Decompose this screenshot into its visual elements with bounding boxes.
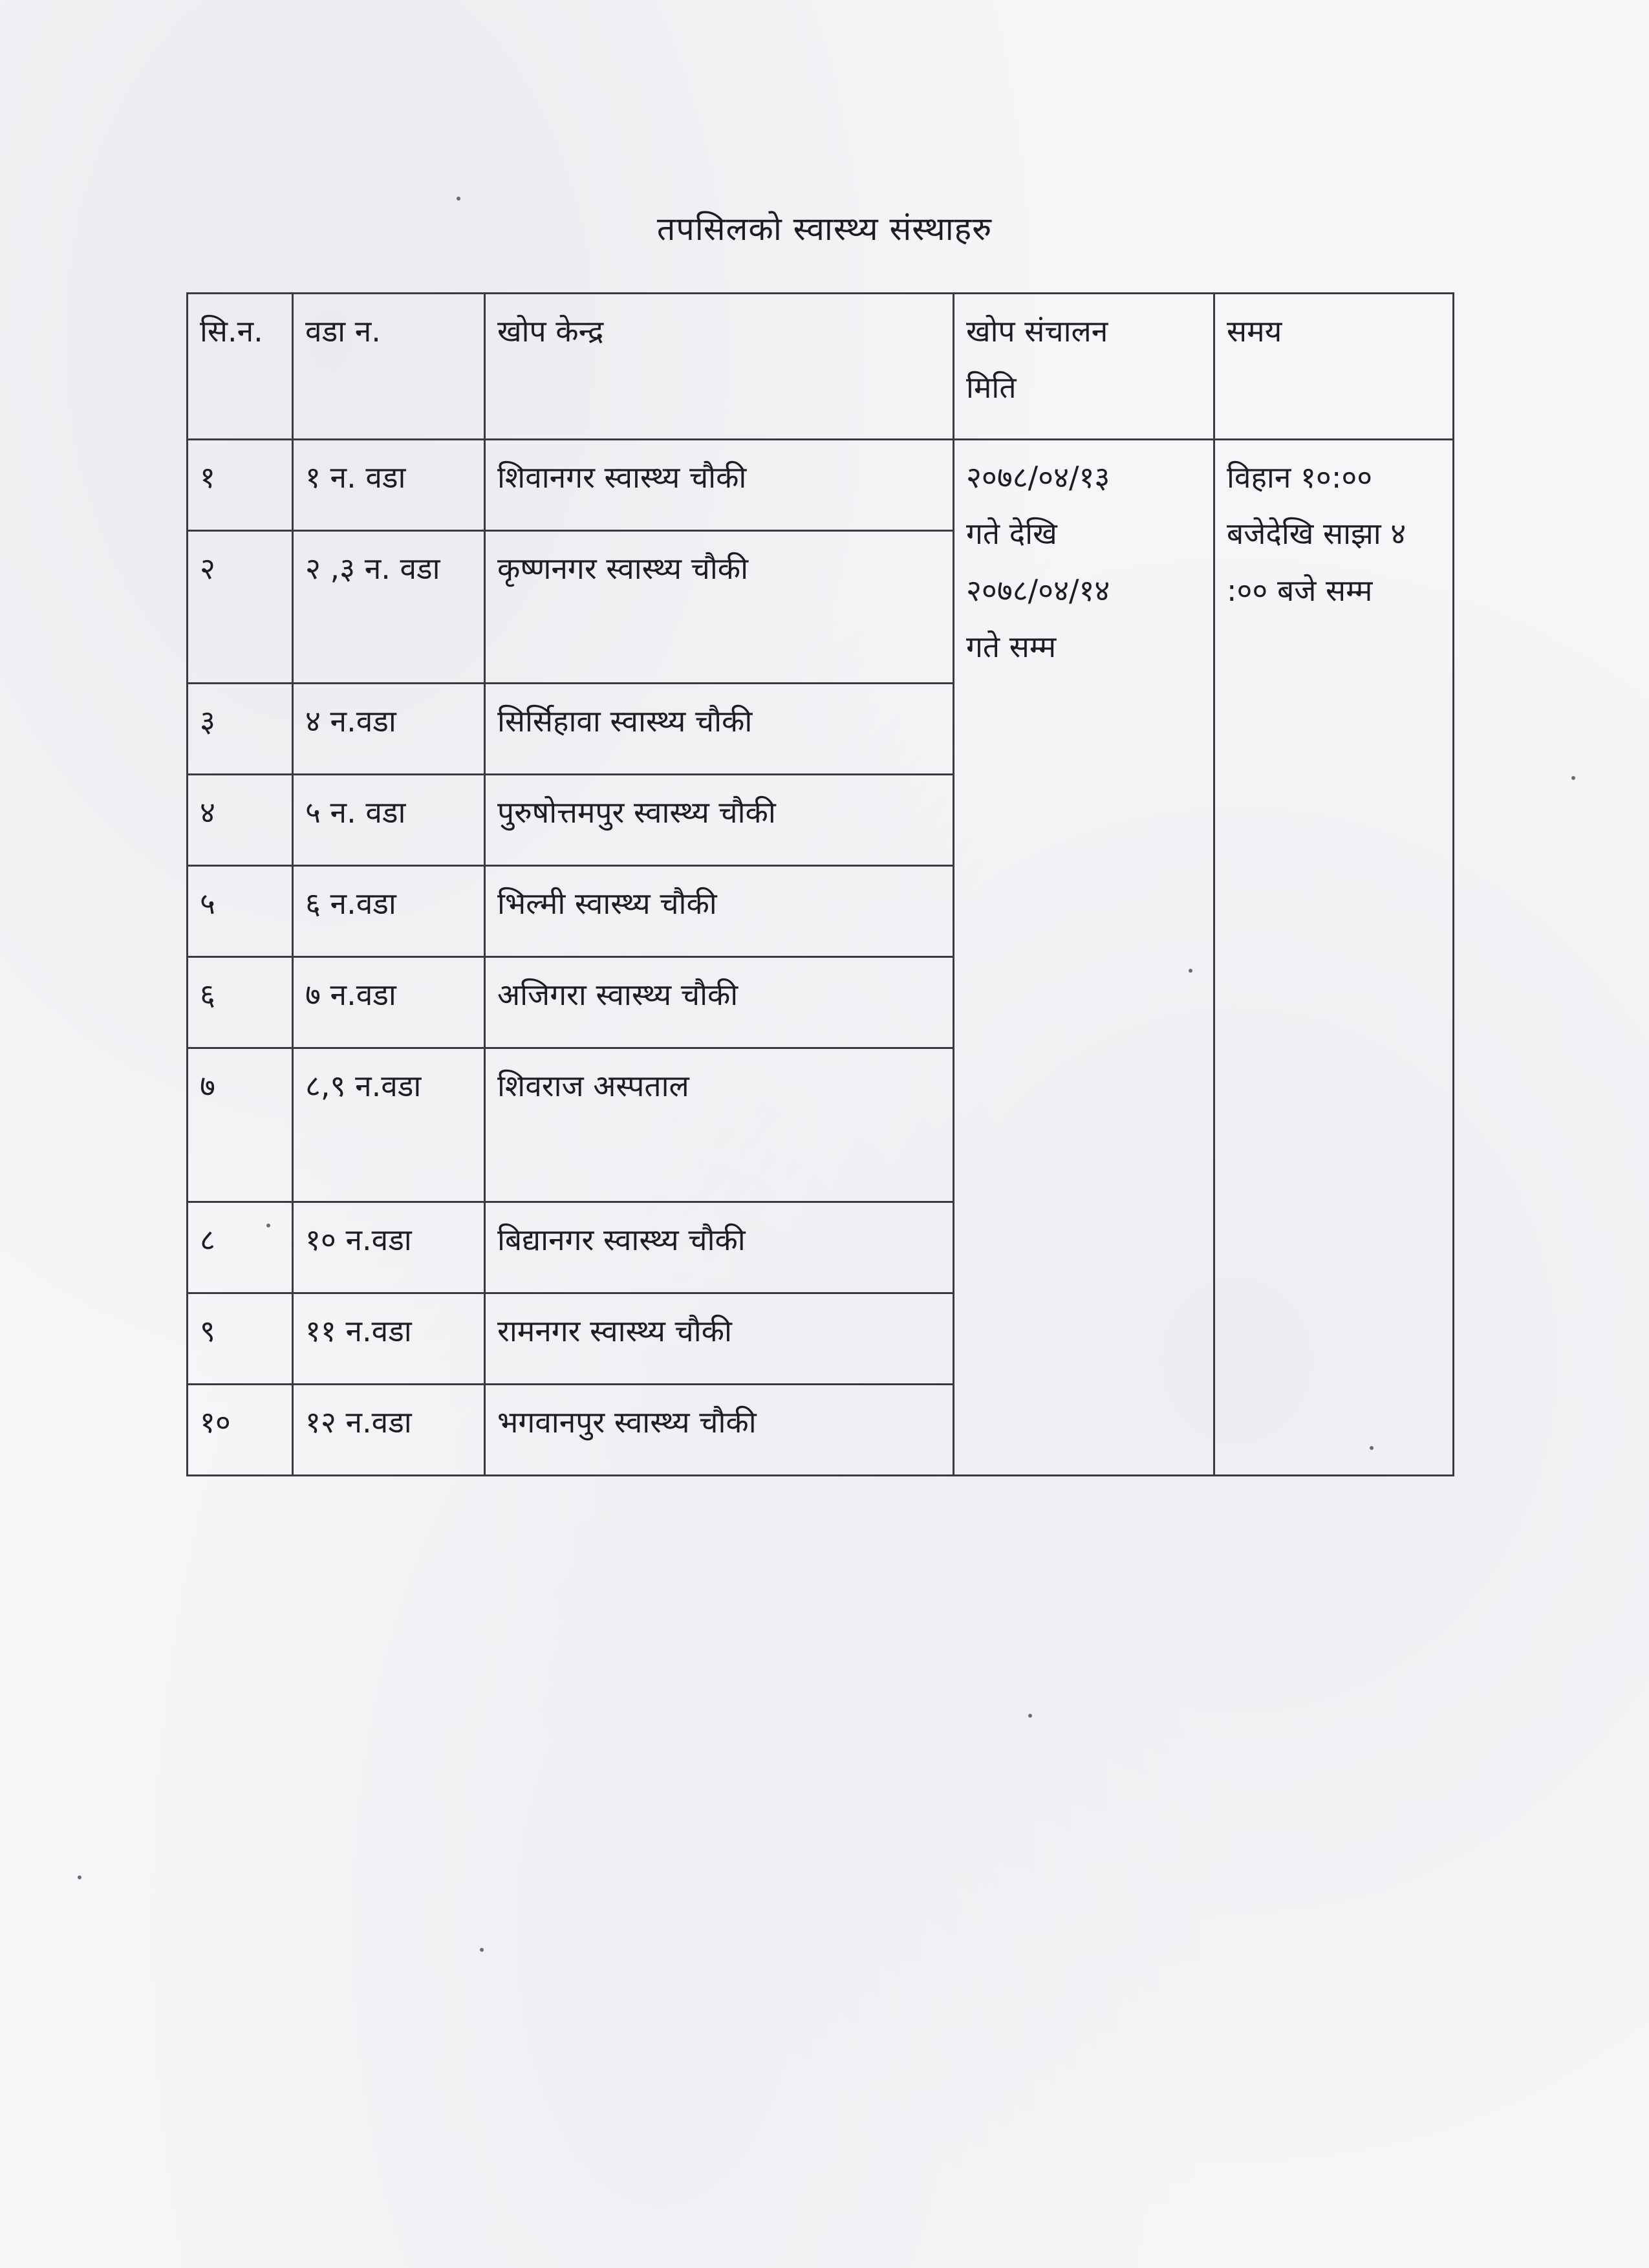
row-center: शिवानगर स्वास्थ्य चौकी [485,440,954,531]
scan-speck [78,1875,81,1879]
row-sn: ३ [188,684,293,775]
row-sn: ८ [188,1202,293,1293]
date-from-suffix: गते देखि [966,516,1057,552]
row-ward: २ ,३ न. वडा [293,531,485,684]
row-sn: ५ [188,866,293,957]
scan-speck [480,1948,484,1952]
health-institutions-table [186,292,1454,1476]
row-ward: ८,९ न.वडा [293,1048,485,1202]
time-line1: विहान १०:०० [1227,460,1373,495]
scan-speck [1028,1714,1032,1718]
time-line3: :०० बजे सम्म [1227,572,1373,608]
header-time: समय [1214,294,1454,440]
row-center: भिल्मी स्वास्थ्य चौकी [485,866,954,957]
row-ward: ५ न. वडा [293,775,485,866]
header-sn: सि.न. [188,294,293,440]
header-center: खोप केन्द्र [485,294,954,440]
row-sn: ९ [188,1293,293,1385]
date-from: २०७८/०४/१३ [966,460,1110,495]
row-sn: ७ [188,1048,293,1202]
row-ward: १२ न.वडा [293,1385,485,1476]
scan-speck [1370,1446,1374,1450]
row-center: अजिगरा स्वास्थ्य चौकी [485,957,954,1048]
row-ward: ४ न.वडा [293,684,485,775]
scan-speck [1189,969,1192,973]
row-ward: ११ न.वडा [293,1293,485,1385]
table-header-row [188,294,1454,440]
row-center: सिर्सिहावा स्वास्थ्य चौकी [485,684,954,775]
row-center: कृष्णनगर स्वास्थ्य चौकी [485,531,954,684]
header-ward: वडा न. [293,294,485,440]
row-ward: ७ न.वडा [293,957,485,1048]
row-ward: १ न. वडा [293,440,485,531]
row-sn: ४ [188,775,293,866]
row-ward: ६ न.वडा [293,866,485,957]
row-center: भगवानपुर स्वास्थ्य चौकी [485,1385,954,1476]
header-date-line1: खोप संचालन [966,314,1108,349]
date-to: २०७८/०४/१४ [966,572,1110,608]
scan-speck [266,1224,270,1227]
row-sn: १० [188,1385,293,1476]
time-line2: बजेदेखि साझा ४ [1227,516,1406,552]
date-to-suffix: गते सम्म [966,629,1057,665]
row-center: बिद्यानगर स्वास्थ्य चौकी [485,1202,954,1293]
vaccination-time-cell [1214,440,1454,1476]
row-sn: २ [188,531,293,684]
page-title: तपसिलको स्वास्थ्य संस्थाहरु [656,210,993,248]
row-sn: ६ [188,957,293,1048]
row-ward: १० न.वडा [293,1202,485,1293]
vaccination-date-cell [954,440,1214,1476]
row-sn: १ [188,440,293,531]
row-center: पुरुषोत्तमपुर स्वास्थ्य चौकी [485,775,954,866]
header-date [954,294,1214,440]
table-row [188,440,1454,531]
scan-speck [457,197,460,200]
row-center: शिवराज अस्पताल [485,1048,954,1202]
header-date-line2: मिति [966,370,1017,405]
scan-speck [1571,776,1575,780]
row-center: रामनगर स्वास्थ्य चौकी [485,1293,954,1385]
